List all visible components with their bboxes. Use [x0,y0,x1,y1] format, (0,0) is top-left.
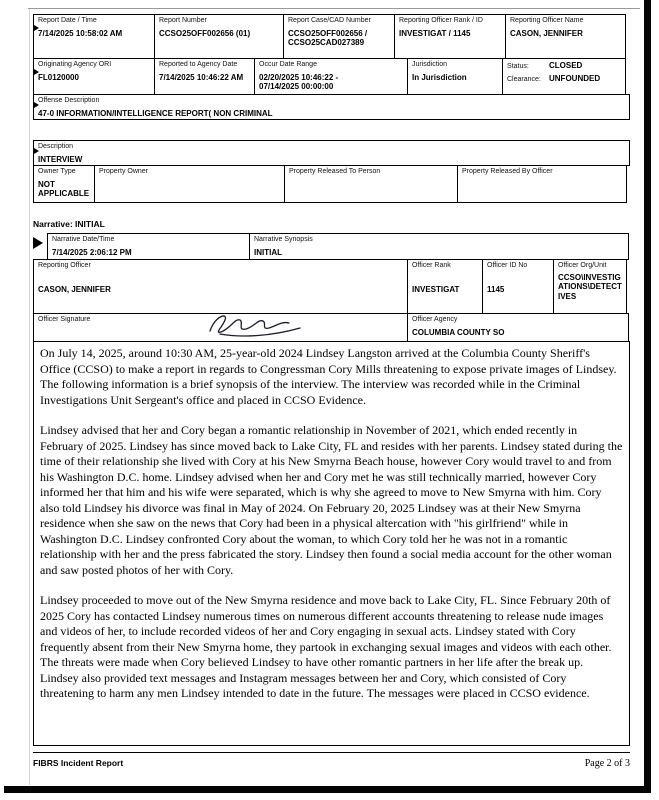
officer-rank-id-label: Reporting Officer Rank / ID [399,17,483,24]
field-released-to-person [284,165,458,203]
jurisdiction-value: In Jurisdiction [412,72,467,82]
field-officer-org-unit [553,259,627,314]
row-marker-icon [34,148,39,154]
description-value: INTERVIEW [38,154,83,164]
field-status-clearance [502,58,626,95]
officer-rank-value: INVESTIGAT [412,284,460,294]
released-to-label: Property Released To Person [289,168,381,175]
field-officer-rank [407,259,483,314]
jurisdiction-label: Jurisdiction [412,61,448,68]
narrative-date-label: Narrative Date/Time [52,236,115,243]
scan-edge-top [28,8,640,9]
ori-label: Originating Agency ORI [38,61,112,68]
clearance-label: Clearance: [507,75,541,83]
occur-range-label: Occur Date Range [259,61,317,68]
reported-date-label: Reported to Agency Date [159,61,238,68]
header-row-1 [33,14,630,59]
narrative-reporting-officer-label: Reporting Officer [38,262,91,269]
row-marker-icon [34,102,39,108]
officer-signature-image [202,313,312,342]
property-description-row [33,140,630,166]
ori-value: FL0120000 [38,72,79,82]
owner-type-value: NOT APPLICABLE [38,179,90,198]
narrative-row-3 [33,313,630,342]
field-jurisdiction [407,58,503,95]
scan-edge-left [29,9,30,785]
officer-signature-label: Officer Signature [38,316,91,323]
org-unit-value: CCSO\INVESTIGATIONS\DETECTIVES [558,272,622,301]
officer-agency-label: Officer Agency [412,316,458,323]
narrative-row-1 [47,233,630,260]
owner-type-label: Owner Type [38,168,76,175]
narrative-section-title: Narrative: INITIAL [33,219,105,229]
footer-page-number: Page 2 of 3 [584,758,630,769]
footer-divider [33,752,630,753]
released-by-label: Property Released By Officer [462,168,553,175]
narrative-block [33,233,630,746]
scan-edge-right [644,0,651,793]
field-owner-type [33,165,95,203]
property-owner-label: Property Owner [99,168,149,175]
field-property-owner [94,165,285,203]
narrative-marker-icon [33,237,43,249]
page-footer [33,758,630,769]
narrative-text-box [33,341,630,746]
field-officer-signature [33,313,408,342]
officer-rank-id-value: INVESTIGAT / 1145 [399,28,471,38]
field-case-cad-number [283,14,395,59]
field-officer-agency [407,313,629,342]
description-label: Description [38,143,74,150]
field-report-date-time [33,14,155,59]
narrative-date-value: 7/14/2025 2:06:12 PM [52,247,132,257]
officer-rank-label: Officer Rank [412,262,451,269]
narrative-reporting-officer-value: CASON, JENNIFER [38,284,111,294]
incident-report-document [33,14,630,769]
offense-label: Offense Description [38,97,100,104]
field-reported-to-agency-date [154,58,255,95]
field-occur-date-range [254,58,408,95]
report-date-value: 7/14/2025 10:58:02 AM [38,28,123,38]
narrative-paragraph: Lindsey advised that her and Cory began a romantic relationship in November of 2021, which ended recently in February of 2025. Lindsey has since moved back to Lake City, FL and resides with her parents. Lindsey stated during the time of their relationship she lived with Cory at his New Smyrna Beach house, however Cory would travel to and from his Washington D.C. home. Lindsey advised when her and Cory met he was still technically married, however Cory informed her that him and his wife were separated, which is why she agreed to move to New Smyrna with him. Cory also told Lindsey his divorce was final in May of 2024. On February 20, 2025 Lindsey was at their New Smyrna residence when she saw on the news that Cory had been in a physical altercation with "his girlfriend" while in Washington D.C. Lindsey confronted Cory about the woman, to which Cory told her he was not in a romantic relationship with her and the press fabricated the story. Lindsey then found a social media account for the other woman and saw posted photos of her with Cory. [40,423,623,577]
status-label: Status: [507,63,529,70]
narrative-synopsis-value: INITIAL [254,247,282,257]
field-reporting-officer-name [505,14,626,59]
reported-date-value: 7/14/2025 10:46:22 AM [159,72,244,82]
officer-name-value: CASON, JENNIFER [510,28,583,38]
officer-name-label: Reporting Officer Name [510,17,584,24]
org-unit-label: Officer Org/Unit [558,262,607,269]
field-narrative-reporting-officer [33,259,408,314]
case-number-label: Report Case/CAD Number [288,17,371,24]
narrative-synopsis-label: Narrative Synopsis [254,236,313,243]
report-number-value: CCSO25OFF002656 (01) [159,28,251,38]
field-narrative-synopsis [249,233,629,260]
field-reporting-officer-rank-id [394,14,506,59]
row-marker-icon [34,69,39,75]
field-narrative-date-time [47,233,250,260]
row-marker-icon [34,25,39,31]
case-number-value: CCSO25OFF002656 / CCSO25CAD027389 [288,28,368,47]
clearance-value: UNFOUNDED [549,73,601,83]
field-released-by-officer [457,165,627,203]
footer-report-title: FIBRS Incident Report [33,758,124,768]
officer-id-value: 1145 [487,284,505,294]
narrative-paragraph: On July 14, 2025, around 10:30 AM, 25-year-old 2024 Lindsey Langston arrived at the Columbia County Sheriff's Office (CCSO) to make a report in regards to Congressman Cory Mills threatening to expose private images of Lindsey. The following information is a brief synopsis of the interview. The interview was recorded while in the Criminal Investigations Unit Sergeant's office and placed in CCSO Evidence. [40,346,617,407]
status-value: CLOSED [549,61,583,70]
header-row-3 [33,94,630,120]
offense-value: 47-0 INFORMATION/INTELLIGENCE REPORT( NON CRIMINAL [38,108,273,118]
field-offense-description [33,94,630,120]
field-officer-id [482,259,554,314]
field-originating-agency-ori [33,58,155,95]
field-description [33,140,630,166]
property-owner-row [33,165,630,203]
report-date-label: Report Date / Time [38,17,97,24]
occur-range-value: 02/20/2025 10:46:22 - 07/14/2025 00:00:00 [259,72,339,91]
narrative-paragraph: Lindsey proceeded to move out of the New Smyrna residence and move back to Lake City, FL. Since February 20th of 2025 Cory has contacted Lindsey numerous times on numerous different accounts threatening to release nude images and videos of her, to include recorded videos of her and Cory engaging in sexual acts. Lindsey stated with Cory frequently absent from their New Smyrna home, they partook in exchanging sexual images and videos with each other. The threats were made when Cory believed Lindsey to have other romantic partners in her life after the break up. Lindsey also provided text messages and Instagram messages between her and Cory, which consisted of Cory threatening to harm any men Lindsey intended to date in the future. The messages were placed in CCSO evidence. [40,593,612,700]
scan-edge-bottom [4,786,651,793]
report-number-label: Report Number [159,17,207,24]
section-spacer [33,120,630,140]
officer-id-label: Officer ID No [487,262,528,269]
header-row-2 [33,58,630,95]
field-report-number [154,14,284,59]
officer-agency-value: COLUMBIA COUNTY SO [412,327,505,337]
narrative-row-2 [33,259,630,314]
